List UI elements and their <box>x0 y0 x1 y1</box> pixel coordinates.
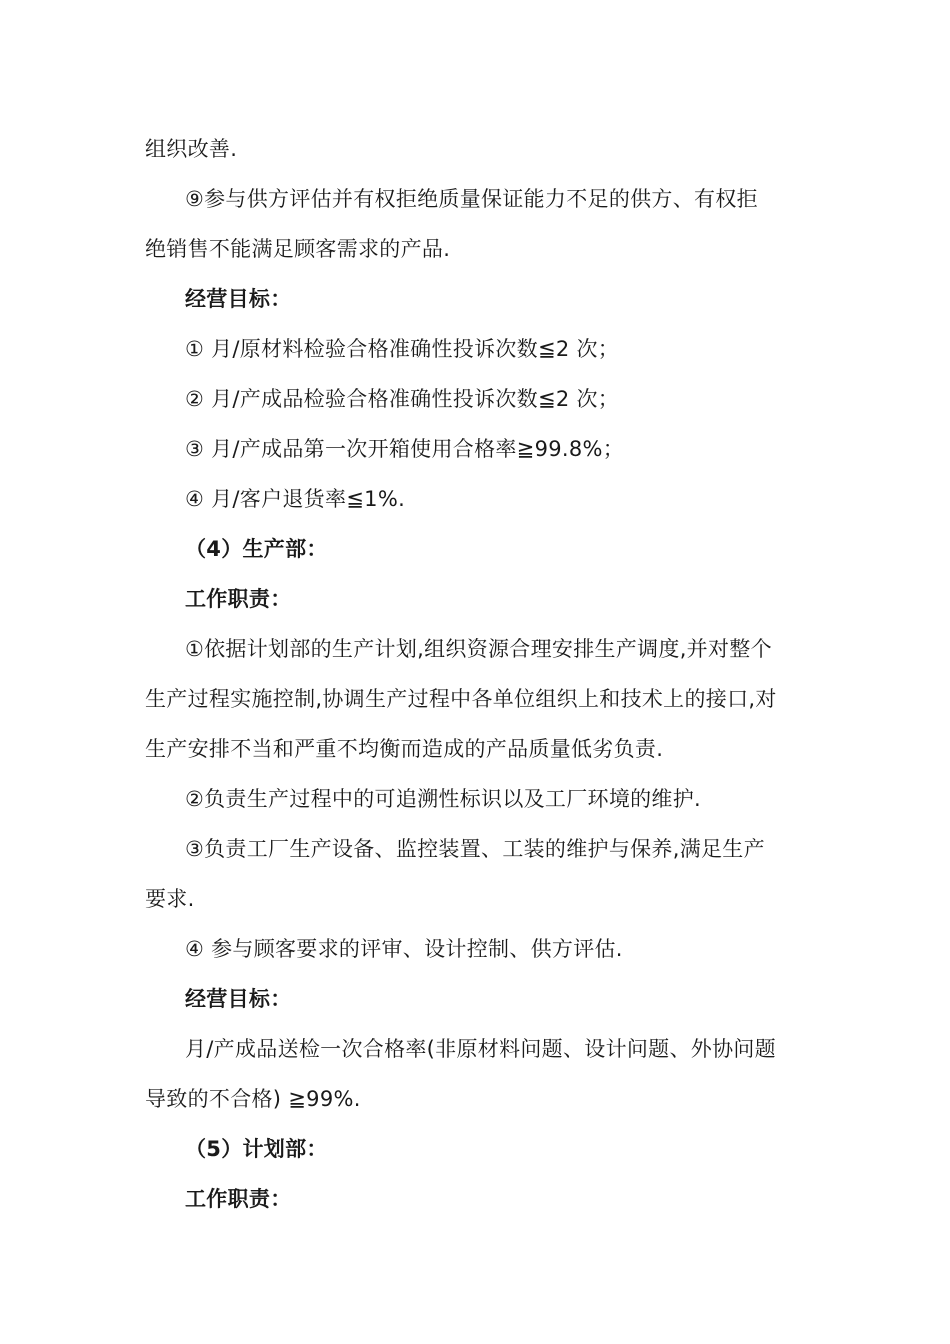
paragraph-line: 导致的不合格) ≧99%. <box>145 1087 361 1111</box>
paragraph-line: 要求. <box>145 887 195 911</box>
paragraph-line: ③负责工厂生产设备、监控装置、工装的维护与保养,满足生产 <box>185 837 765 861</box>
section-heading: 经营目标： <box>185 287 292 311</box>
section-heading: 经营目标： <box>185 987 292 1011</box>
paragraph-line: ①依据计划部的生产计划,组织资源合理安排生产调度,并对整个 <box>185 637 772 661</box>
section-heading: （4）生产部： <box>185 537 328 561</box>
paragraph-line: ⑨参与供方评估并有权拒绝质量保证能力不足的供方、有权拒 <box>185 187 758 211</box>
list-item: ① 月/原材料检验合格准确性投诉次数≦2 次； <box>185 337 620 361</box>
paragraph-line: 月/产成品送检一次合格率(非原材料问题、设计问题、外协问题 <box>185 1037 776 1061</box>
section-heading: 工作职责： <box>185 587 292 611</box>
paragraph-line: 绝销售不能满足顾客需求的产品. <box>145 237 451 261</box>
paragraph-line: 组织改善. <box>145 137 238 161</box>
list-item: ③ 月/产成品第一次开箱使用合格率≧99.8%； <box>185 437 625 461</box>
list-item: ② 月/产成品检验合格准确性投诉次数≦2 次； <box>185 387 620 411</box>
paragraph-line: 生产安排不当和严重不均衡而造成的产品质量低劣负责. <box>145 737 664 761</box>
section-heading: （5）计划部： <box>185 1137 328 1161</box>
paragraph-line: 生产过程实施控制,协调生产过程中各单位组织上和技术上的接口,对 <box>145 687 777 711</box>
paragraph-line: ②负责生产过程中的可追溯性标识以及工厂环境的维护. <box>185 787 701 811</box>
list-item: ④ 月/客户退货率≦1%. <box>185 487 406 511</box>
paragraph-line: ④ 参与顾客要求的评审、设计控制、供方评估. <box>185 937 623 961</box>
section-heading: 工作职责： <box>185 1187 292 1211</box>
